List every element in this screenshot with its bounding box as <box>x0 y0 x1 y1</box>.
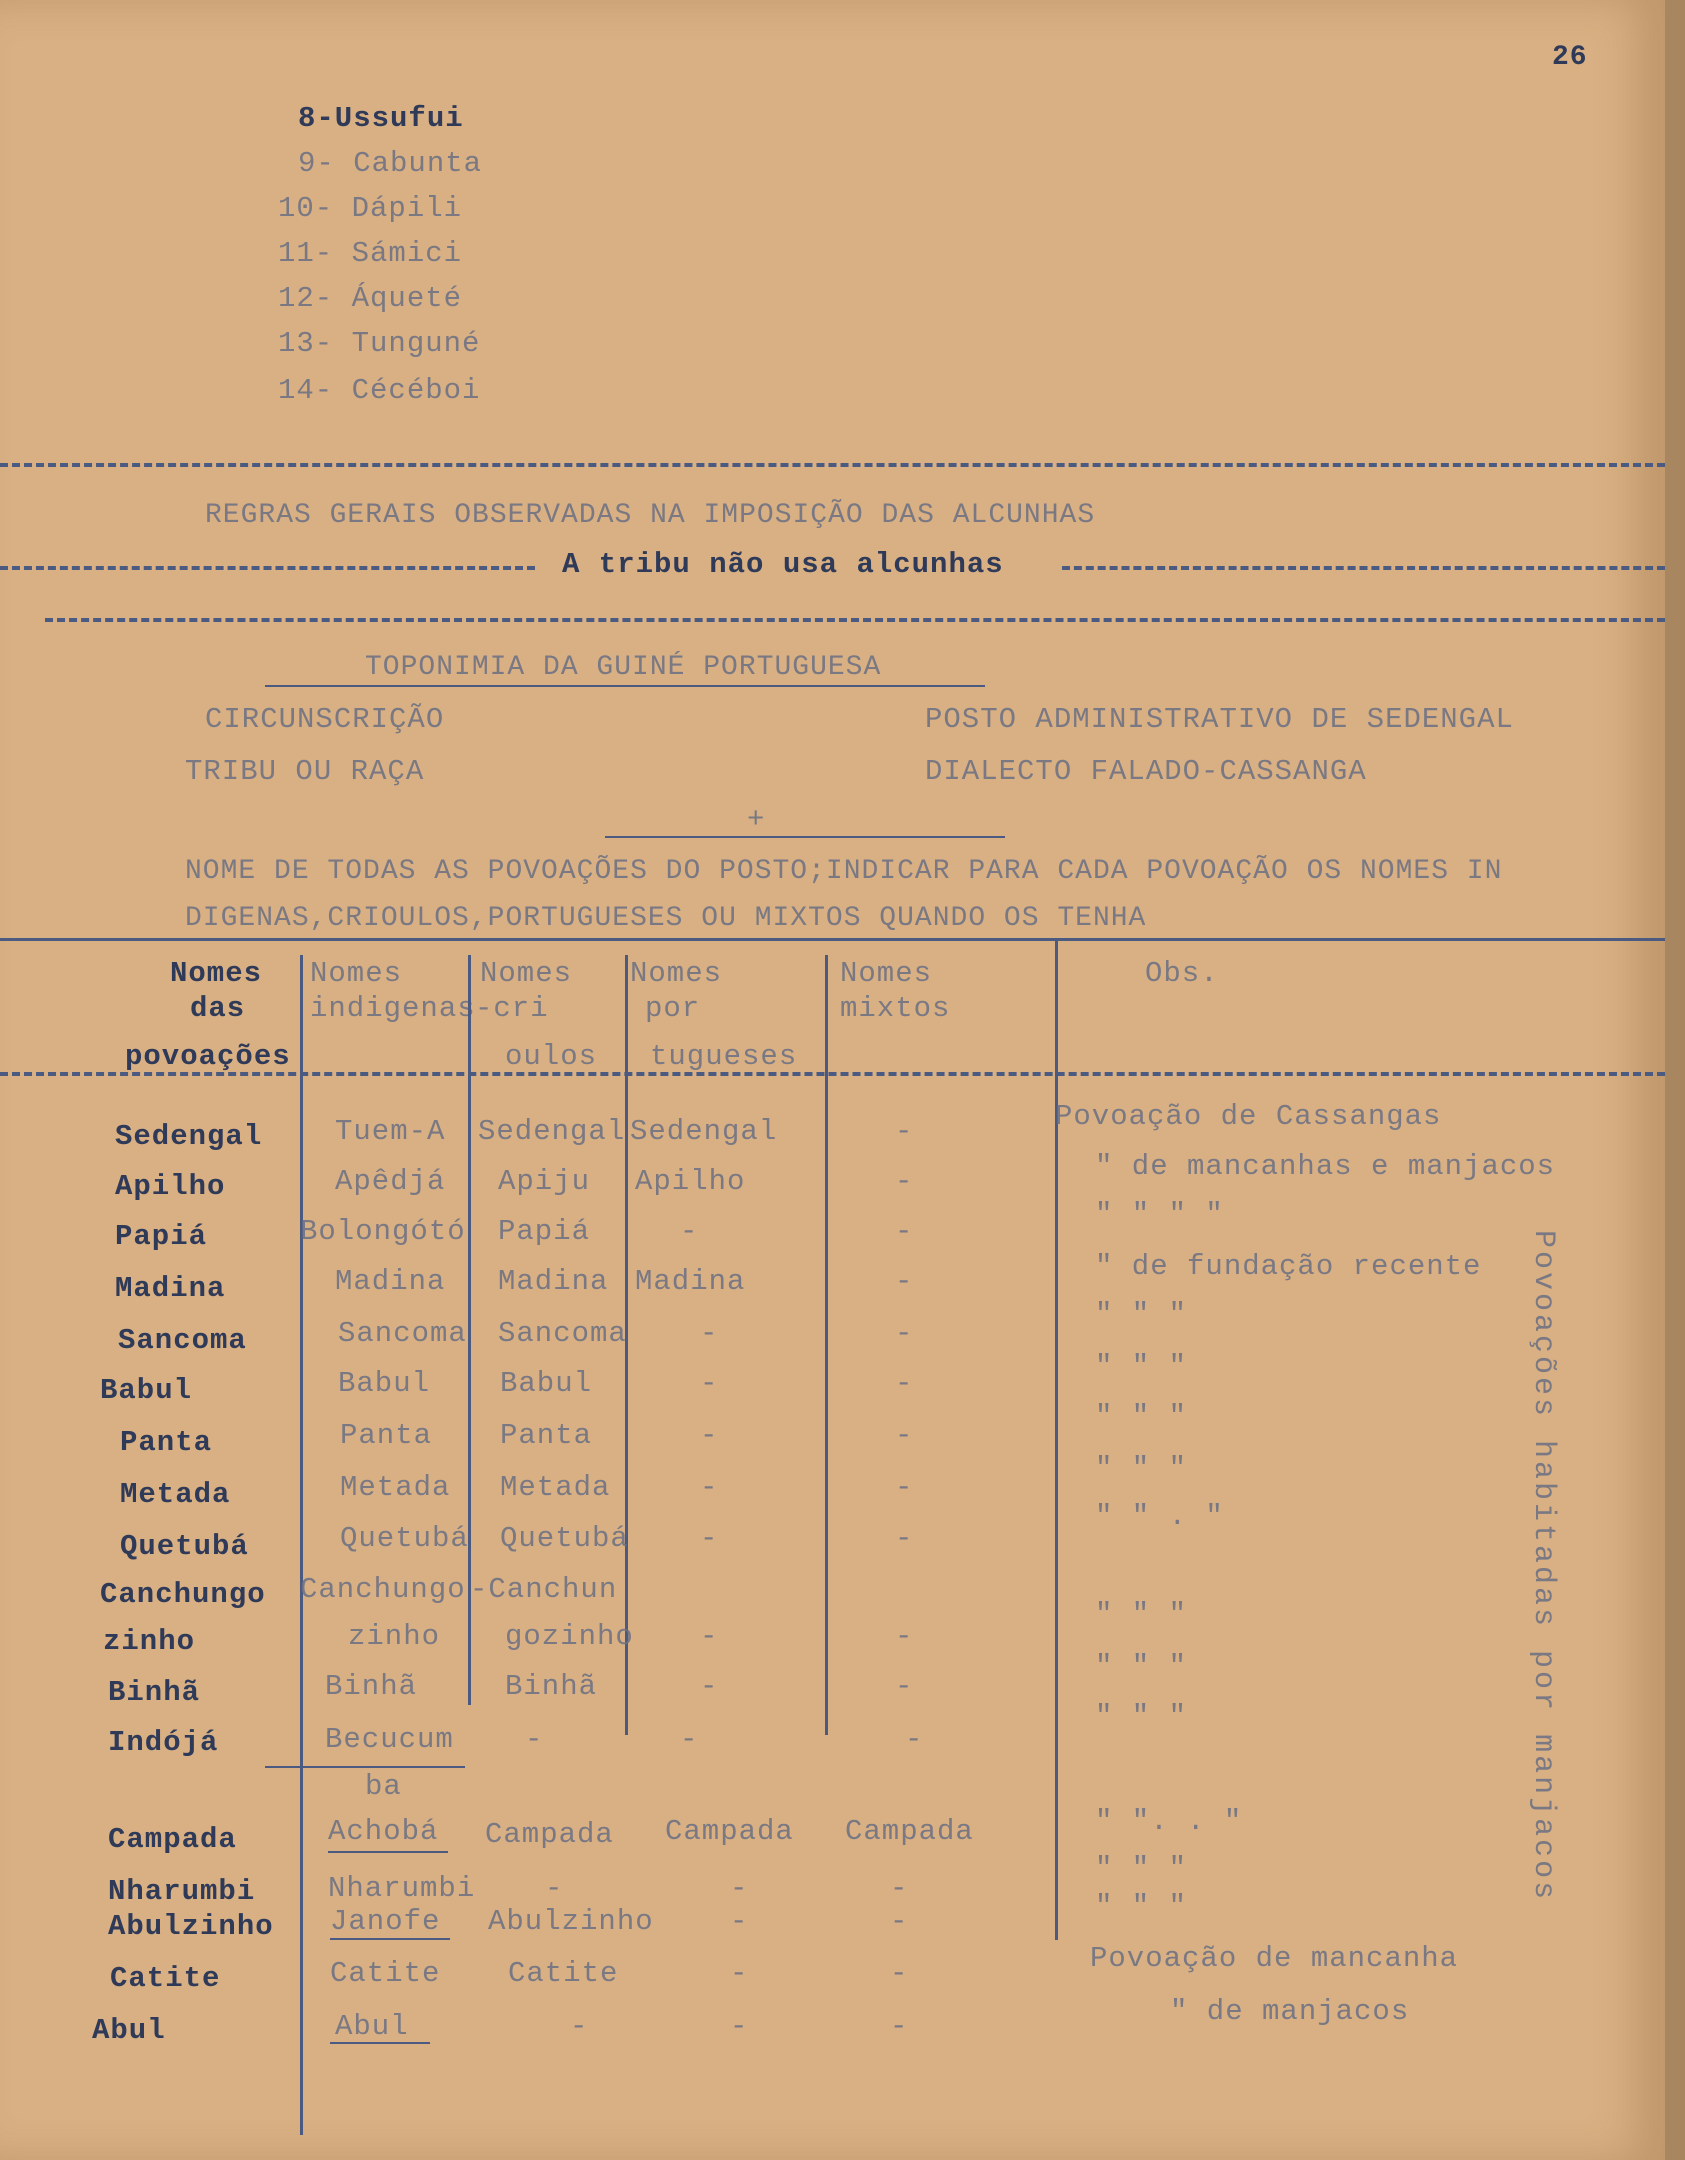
pov-name: Sedengal <box>115 1120 263 1153</box>
regras-text: A tribu não usa alcunhas <box>562 548 1004 581</box>
cri-name: Panta <box>500 1419 593 1452</box>
por-name: - <box>680 1215 699 1248</box>
ind-name: Achobá <box>328 1815 439 1848</box>
instruction-line: DIGENAS,CRIOULOS,PORTUGUESES OU MIXTOS QUANDO OS TENHA <box>185 903 1147 934</box>
table-top-rule <box>0 938 1665 941</box>
header-col4: por <box>645 992 701 1025</box>
ind-name: Panta <box>340 1419 433 1452</box>
por-name: - <box>680 1723 699 1756</box>
por-name: - <box>700 1471 719 1504</box>
posto-label: POSTO ADMINISTRATIVO DE SEDENGAL <box>925 703 1514 736</box>
cri-name: Madina <box>498 1265 609 1298</box>
mix-name: - <box>895 1620 914 1653</box>
mix-name: - <box>895 1265 914 1298</box>
divider <box>0 463 1665 467</box>
header-col1: das <box>190 992 246 1025</box>
pov-name: Panta <box>120 1426 213 1459</box>
instruction-line: NOME DE TODAS AS POVOAÇÕES DO POSTO;INDICAR PARA CADA POVOAÇÃO OS NOMES IN <box>185 856 1503 887</box>
mix-name: - <box>890 1957 909 1990</box>
mix-name: - <box>895 1670 914 1703</box>
list-item: 8-Ussufui <box>298 102 464 135</box>
ind-name: Madina <box>335 1265 446 1298</box>
cell-underline <box>328 1851 448 1853</box>
pov-name: Abul <box>92 2014 166 2047</box>
ind-name: Metada <box>340 1471 451 1504</box>
pov-name: Babul <box>100 1374 193 1407</box>
ind-name: Janofe <box>330 1905 441 1938</box>
cri-name: Sancoma <box>498 1317 627 1350</box>
column-line <box>1055 940 1058 1940</box>
obs-line: " " " <box>1095 1890 1188 1923</box>
header-col1: Nomes <box>170 957 263 990</box>
dialecto-label: DIALECTO FALADO-CASSANGA <box>925 755 1367 788</box>
cri-name: Babul <box>500 1367 593 1400</box>
pov-name: Metada <box>120 1478 231 1511</box>
cri-name: Papiá <box>498 1215 591 1248</box>
pov-name: Madina <box>115 1272 226 1305</box>
pov-name: Abulzinho <box>108 1910 274 1943</box>
mix-name: - <box>895 1419 914 1452</box>
ind-name: Binhã <box>325 1670 418 1703</box>
ind-name: Nharumbi <box>328 1872 476 1905</box>
obs-line: " " " " <box>1095 1198 1224 1231</box>
mix-name: - <box>895 1522 914 1555</box>
column-line <box>825 955 828 1735</box>
obs-line: " de fundação recente <box>1095 1250 1482 1283</box>
tribu-label: TRIBU OU RAÇA <box>185 755 425 788</box>
mix-name: - <box>890 1905 909 1938</box>
obs-line: " " . " <box>1095 1500 1224 1533</box>
list-item: 11- Sámici <box>278 237 463 270</box>
por-name: - <box>730 1905 749 1938</box>
header-col3: oulos <box>505 1040 598 1073</box>
list-item: 12- Áqueté <box>278 282 463 315</box>
page-edge <box>1665 0 1685 2160</box>
cri-name: gozinho <box>505 1620 634 1653</box>
header-col2: indigenas <box>310 992 476 1025</box>
ind-name: Tuem-A <box>335 1115 446 1148</box>
mix-name: - <box>895 1471 914 1504</box>
pov-name: Papiá <box>115 1220 208 1253</box>
obs-line: " " " <box>1095 1400 1188 1433</box>
obs-line: " " " <box>1095 1598 1188 1631</box>
por-name: - <box>700 1317 719 1350</box>
cell-underline <box>330 1938 450 1940</box>
cri-name: Apiju <box>498 1165 591 1198</box>
pov-name: Indójá <box>108 1726 219 1759</box>
separator-line <box>605 836 1005 838</box>
header-col3: Nomes <box>480 957 573 990</box>
mix-name: - <box>895 1367 914 1400</box>
por-name: - <box>730 1957 749 1990</box>
por-name: Apilho <box>635 1165 746 1198</box>
ind-name: zinho <box>348 1620 441 1653</box>
pov-name: zinho <box>103 1625 196 1658</box>
mix-name: - <box>895 1215 914 1248</box>
ind-name: Catite <box>330 1957 441 1990</box>
por-name: - <box>700 1670 719 1703</box>
obs-line: " de manjacos <box>1170 1995 1410 2028</box>
cri-name: -Canchun <box>470 1573 618 1606</box>
por-name: - <box>700 1522 719 1555</box>
mix-name: - <box>905 1723 924 1756</box>
mix-name: Campada <box>845 1815 974 1848</box>
title-underline <box>265 685 985 687</box>
cri-name: Catite <box>508 1957 619 1990</box>
obs-line: " " " <box>1095 1700 1188 1733</box>
divider <box>0 566 535 570</box>
cri-name: Campada <box>485 1818 614 1851</box>
cri-name: - <box>570 2010 589 2043</box>
header-col5: Nomes <box>840 957 933 990</box>
header-col4: tugueses <box>650 1040 798 1073</box>
header-col4: Nomes <box>630 957 723 990</box>
ind-name: Bolongótó <box>300 1215 466 1248</box>
por-name: Sedengal <box>630 1115 778 1148</box>
pov-name: Sancoma <box>118 1324 247 1357</box>
divider <box>45 618 1665 622</box>
por-name: Campada <box>665 1815 794 1848</box>
ind-name: Canchungo <box>300 1573 466 1606</box>
ind-name: Babul <box>338 1367 431 1400</box>
pov-name: Quetubá <box>120 1530 249 1563</box>
obs-line: " ". . " <box>1095 1805 1243 1838</box>
mix-name: - <box>890 2010 909 2043</box>
ind-name: Quetubá <box>340 1522 469 1555</box>
por-name: - <box>700 1620 719 1653</box>
toponimia-title: TOPONIMIA DA GUINÉ PORTUGUESA <box>365 652 882 683</box>
divider <box>1062 566 1665 570</box>
header-col6: Obs. <box>1145 957 1219 990</box>
mix-name: - <box>895 1317 914 1350</box>
regras-heading: REGRAS GERAIS OBSERVADAS NA IMPOSIÇÃO DAS ALCUNHAS <box>205 500 1096 531</box>
ind-name: ba <box>365 1770 402 1803</box>
obs-line: " " " <box>1095 1452 1188 1485</box>
obs-line: " " " <box>1095 1298 1188 1331</box>
list-item: 10- Dápili <box>278 192 463 225</box>
cri-name: Sedengal <box>478 1115 626 1148</box>
pov-name: Apilho <box>115 1170 226 1203</box>
pov-name: Nharumbi <box>108 1875 256 1908</box>
cri-name: Binhã <box>505 1670 598 1703</box>
pov-name: Campada <box>108 1823 237 1856</box>
por-name: - <box>700 1419 719 1452</box>
mix-name: - <box>895 1115 914 1148</box>
header-col1: povoações <box>125 1040 291 1073</box>
mix-name: - <box>890 1872 909 1905</box>
ind-name: Sancoma <box>338 1317 467 1350</box>
obs-line: " " " <box>1095 1852 1188 1885</box>
cri-name: - <box>525 1723 544 1756</box>
obs-line: Povoação de Cassangas <box>1055 1100 1442 1133</box>
header-rule <box>0 1072 1665 1076</box>
header-col5: mixtos <box>840 992 951 1025</box>
column-line <box>300 955 303 2135</box>
pov-name: Binhã <box>108 1676 201 1709</box>
obs-vertical-note: Povoações habitadas por manjacos <box>1526 1230 1560 1903</box>
separator-mark: + <box>747 803 766 836</box>
ind-name: Abul <box>335 2010 409 2043</box>
header-col2: Nomes <box>310 957 403 990</box>
list-item: 9- Cabunta <box>298 147 483 180</box>
cri-name: Metada <box>500 1471 611 1504</box>
por-name: - <box>730 1872 749 1905</box>
pov-name: Catite <box>110 1962 221 1995</box>
por-name: Madina <box>635 1265 746 1298</box>
list-item: 13- Tunguné <box>278 327 481 360</box>
obs-line: " " " <box>1095 1350 1188 1383</box>
ind-name: Apêdjá <box>335 1165 446 1198</box>
obs-line: " " " <box>1095 1650 1188 1683</box>
pov-name: Canchungo <box>100 1578 266 1611</box>
obs-line: " de mancanhas e manjacos <box>1095 1150 1556 1183</box>
mix-name: - <box>895 1165 914 1198</box>
por-name: - <box>700 1367 719 1400</box>
cri-name: - <box>545 1872 564 1905</box>
list-item: 14- Cécéboi <box>278 374 481 407</box>
page-number: 26 <box>1552 42 1588 73</box>
por-name: - <box>730 2010 749 2043</box>
cri-name: Abulzinho <box>488 1905 654 1938</box>
obs-line: Povoação de mancanha <box>1090 1942 1459 1975</box>
header-col3: -cri <box>475 992 549 1025</box>
cri-name: Quetubá <box>500 1522 629 1555</box>
cell-underline <box>265 1766 465 1768</box>
cell-underline <box>330 2042 430 2044</box>
circunscricao-label: CIRCUNSCRIÇÃO <box>205 703 445 736</box>
ind-name: Becucum <box>325 1723 454 1756</box>
